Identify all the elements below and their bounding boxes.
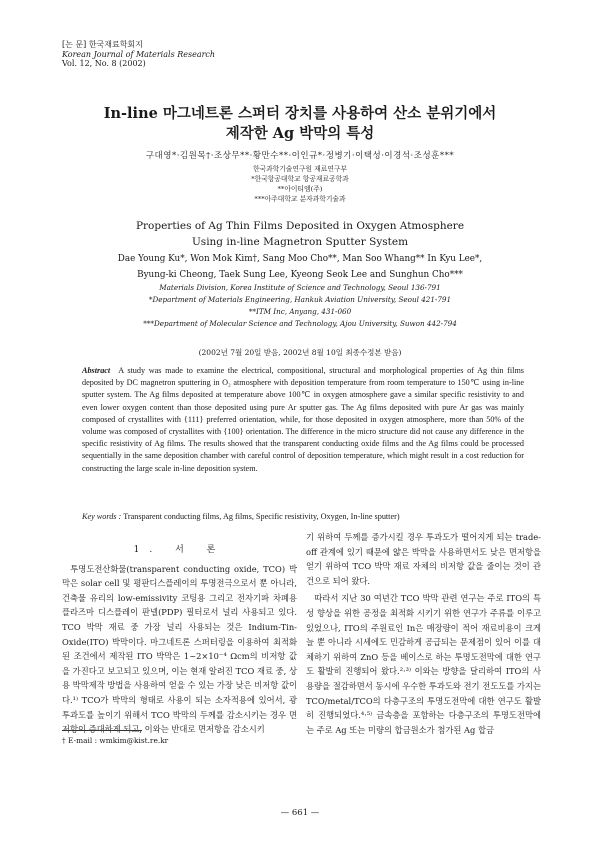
- affiliation-ko: *한국항공대학교 항공재료공학과: [251, 175, 349, 183]
- body-column-right: [306, 530, 541, 737]
- journal-name-en: Korean Journal of Materials Research: [62, 49, 216, 59]
- abstract: [82, 365, 524, 475]
- journal-header: [62, 40, 215, 69]
- abstract-text: A study was made to examine the electrical, compositional, structural and morphological properties of Ag thin films deposited by DC magnetron sputtering in O₂ atmosphere with deposition temperature from room temperature to 150℃ using in-line sputter system. The Ag films deposited at temperature above 100℃ in oxygen atmosphere gave a similar specific resistivity to and even lower oxygen content than those deposited using pure Ar sputter gas. The Ag films deposited with pure Ar gas was mainly composed of crystallites with {111} preferred orientation, while, for those deposited in oxygen atmosphere, more than 50% of the volume was composed of crystallites with {100} orientation. The difference in the micro structure did not cause any difference in the specific resistivity of Ag films. The results showed that the transparent conducting oxide films and the Ag films could be processed sequentially in the same deposition chamber with careful control of deposition temperature, which might result in a cost reduction for constructing the large scale in-line deposition system.: [82, 366, 524, 473]
- journal-volume: Vol. 12, No. 8 (2002): [62, 59, 146, 68]
- paper-title-english: [60, 218, 540, 250]
- title-ko-line-1: In-line 마그네트론 스퍼터 장치를 사용하여 산소 분위기에서: [103, 105, 497, 122]
- authors-english: [60, 251, 540, 283]
- journal-name-ko: [논 문] 한국재료학회지: [62, 40, 143, 49]
- title-en-line-2: Using in-line Magnetron Sputter System: [191, 236, 409, 248]
- abstract-label: Abstract: [82, 366, 111, 375]
- affiliation-en: ***Department of Molecular Science and Technology, Ajou University, Suwon 442-794: [143, 319, 457, 328]
- title-ko-line-2: 제작한 Ag 박막의 특성: [225, 125, 375, 142]
- section-heading: 1. 서 론: [133, 545, 226, 555]
- body-paragraph: 기 위하여 두께를 증가시킬 경우 투과도가 떨어지게 되는 trade-off 관계에 있기 때문에 얇은 박막을 사용하면서도 낮은 면저항을 얻기 위하여 TCO 박막 재료 자체의 비저항 값을 줄이는 것이 관건으로 되어 왔다.: [306, 532, 541, 586]
- keywords: [82, 512, 524, 521]
- affiliation-ko: ***아주대학교 분자과학기술과: [254, 195, 346, 203]
- affiliations-english: [60, 282, 540, 330]
- affiliation-en: *Department of Materials Engineering, Hankuk Aviation University, Seoul 421-791: [148, 295, 452, 304]
- authors-en-line-2: Byung-ki Cheong, Taek Sung Lee, Kyeong Seok Lee and Sunghun Cho***: [137, 270, 463, 280]
- title-en-line-1: Properties of Ag Thin Films Deposited in Oxygen Atmosphere: [135, 220, 465, 232]
- affiliation-ko: **아이티엠(주): [277, 185, 323, 193]
- authors-korean: 구대영*·김원목†·조상무**·황만수**·이인규*·정병기·이택성·이경석·조성훈***: [145, 151, 455, 161]
- affiliation-ko: 한국과학기술연구원 재료연구부: [252, 165, 348, 173]
- affiliation-en: Materials Division, Korea Institute of Science and Technology, Seoul 136-791: [159, 283, 441, 292]
- authors-en-line-1: Dae Young Ku*, Won Mok Kim†, Sang Moo Cho**, Man Soo Whang** In Kyu Lee*,: [117, 254, 483, 264]
- body-paragraph: 따라서 지난 30 여년간 TCO 박막 관련 연구는 주로 ITO의 특성 향상을 위한 공정을 최적화 시키기 위한 연구가 주류를 이루고 있었으나, ITO의 주원료인 In은 매장량이 적어 재료비용이 크게 늘 뿐 아니라 시세에도 민감하게 공급되는 문제점이 있어 이를 대체하기 위하여 ZnO 등을 베이스로 하는 투명도전막에 대한 연구도 활발히 진행되어 왔다.²·³⁾ 이와는 방향을 달리하여 ITO의 사용량을 절감하면서 동시에 우수한 투과도와 전기 전도도를 가지는 TCO/metal/TCO의 다층구조의 투명도전막에 대한 연구도 활발히 진행되었다.⁴·⁵⁾ 금속층을 포함하는 다층구조의 투명도전막에는 주로 Ag 또는 미량의 합금원소가 첨가된 Ag 합금: [306, 593, 541, 735]
- received-dates: (2002년 7월 20일 받음, 2002년 8월 10일 최종수정본 받음): [198, 348, 402, 357]
- paper-title-korean: [60, 104, 540, 144]
- footnote-divider: [62, 730, 142, 731]
- affiliation-en: **ITM Inc, Anyang, 431-060: [248, 307, 352, 316]
- body-paragraph: 투명도전산화물(transparent conducting oxide, TCO) 박막은 solar cell 및 평판디스플레이의 투명전극으로서 뿐 아니라, 건축물 유리의 low-emissivity 코팅용 그리고 전자기파 차폐용 플라즈마 디스플레이 판넬(PDP) 필터로서 널리 사용되고 있다. TCO 박막 재료 중 가장 널리 사용되는 것은 Indium-Tin-Oxide(ITO) 박막이다. 마그네트론 스퍼터링을 이용하여 최적화된 조건에서 제작된 ITO 박막은 1~2×10⁻⁴ Ωcm의 비저항 값을 가진다고 보고되고 있으며, 이는 현재 알려진 TCO 재료 중, 상용 박막제작 방법을 사용하여 얻을 수 있는 가장 낮은 비저항 값이다.¹⁾ TCO가 박막의 형태로 사용이 되는 소자적용에 있어서, 광 투과도를 높이기 위해서 TCO 박막의 두께를 감소시키는 경우 면저항이 증대하게 되고, 이와는 반대로 면저항을 감소시키: [62, 563, 297, 735]
- keywords-text: Transparent conducting films, Ag films, Specific resistivity, Oxygen, In-line sputter): [123, 512, 400, 521]
- footnote-email: † E-mail : wmkim@kist.re.kr: [62, 736, 169, 745]
- page-number: — 661 —: [280, 808, 320, 818]
- body-column-left: [62, 543, 297, 737]
- keywords-label: Key words :: [82, 512, 122, 521]
- affiliations-korean: [60, 164, 540, 204]
